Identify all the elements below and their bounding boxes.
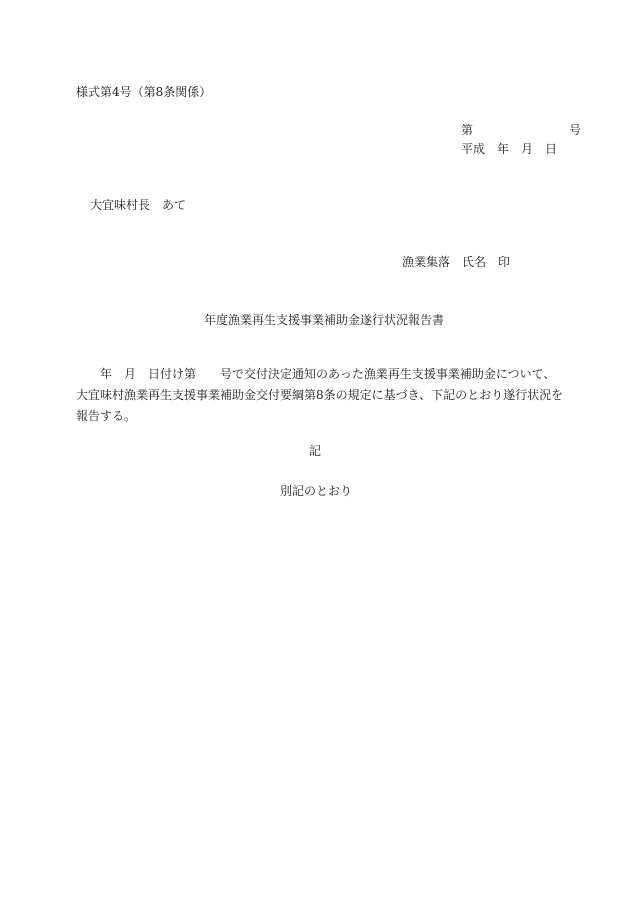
body-line: 年 月 日付け第 号で交付決定通知のあった漁業再生支援事業補助金について、 xyxy=(76,367,556,381)
sender-signature: 漁業集落 氏名 印 xyxy=(402,255,511,269)
issue-number: 第 号 xyxy=(461,123,582,137)
ki-heading: 記 xyxy=(309,444,322,458)
body-line: 大宜味村漁業再生支援事業補助金交付要綱第8条の規定に基づき、下記のとおり遂行状況を xyxy=(76,388,564,402)
body-line: 報告する。 xyxy=(76,409,137,423)
issue-date: 平成 年 月 日 xyxy=(461,142,558,156)
addressee: 大宜味村長 あて xyxy=(90,198,187,212)
document-title: 年度漁業再生支援事業補助金遂行状況報告書 xyxy=(204,313,445,327)
attachment-note: 別記のとおり xyxy=(280,484,353,498)
form-number: 様式第4号（第8条関係） xyxy=(76,85,212,99)
